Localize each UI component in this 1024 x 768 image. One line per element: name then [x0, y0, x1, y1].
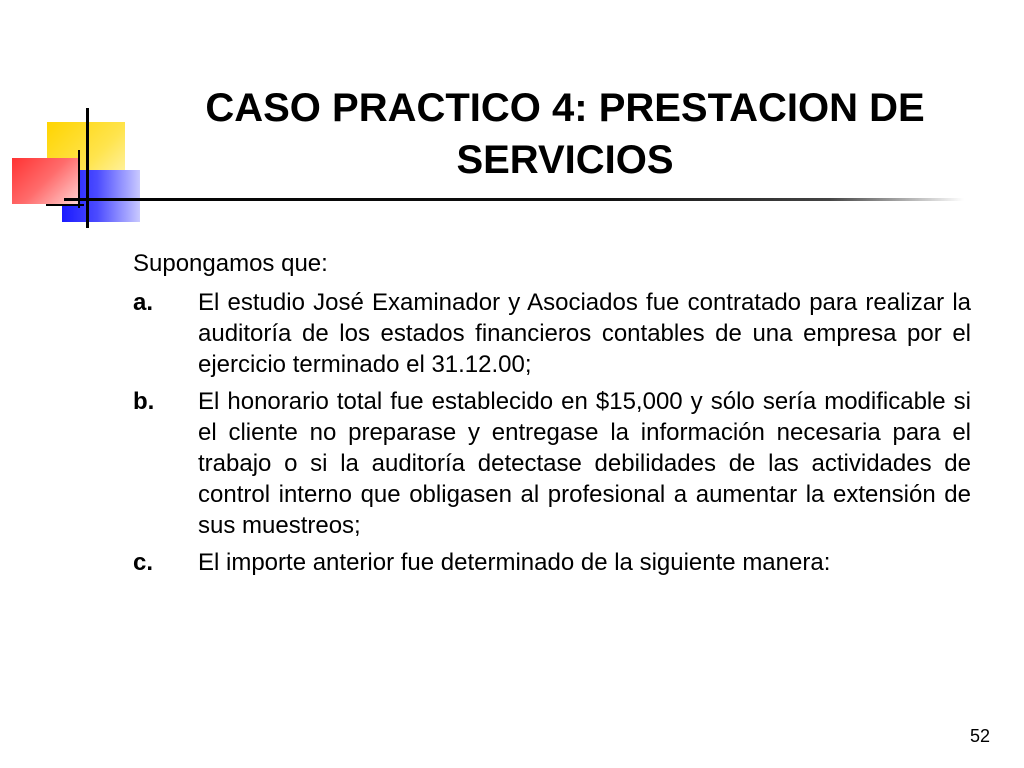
- vertical-line: [86, 108, 89, 228]
- item-letter: a.: [133, 289, 154, 316]
- horizontal-line-short: [46, 204, 84, 206]
- slide-title: CASO PRACTICO 4: PRESTACION DE SERVICIOS: [205, 86, 925, 182]
- intro-text: Supongamos que:: [133, 250, 328, 277]
- title-rule: [64, 198, 964, 201]
- item-text: El importe anterior fue determinado de la siguiente manera:: [198, 549, 831, 576]
- item-text: El honorario total fue establecido en $15,000 y sólo sería modificable si el cliente no preparase y entregase la información necesaria para el trabajo o si la auditoría detectase debilidades de las actividades de control interno que obligasen al profesional a aumentar la extensión de sus muestreos;: [198, 388, 971, 539]
- list-item: [133, 287, 971, 380]
- item-letter: b.: [133, 388, 155, 415]
- item-text: El estudio José Examinador y Asociados fue contratado para realizar la auditoría de los estados financieros contables de una empresa por el ejercicio terminado el 31.12.00;: [198, 289, 971, 378]
- page-number: 52: [969, 726, 990, 746]
- list-item: [133, 386, 971, 541]
- list-item: [133, 547, 971, 578]
- item-list: [133, 287, 971, 584]
- item-letter: c.: [133, 549, 154, 576]
